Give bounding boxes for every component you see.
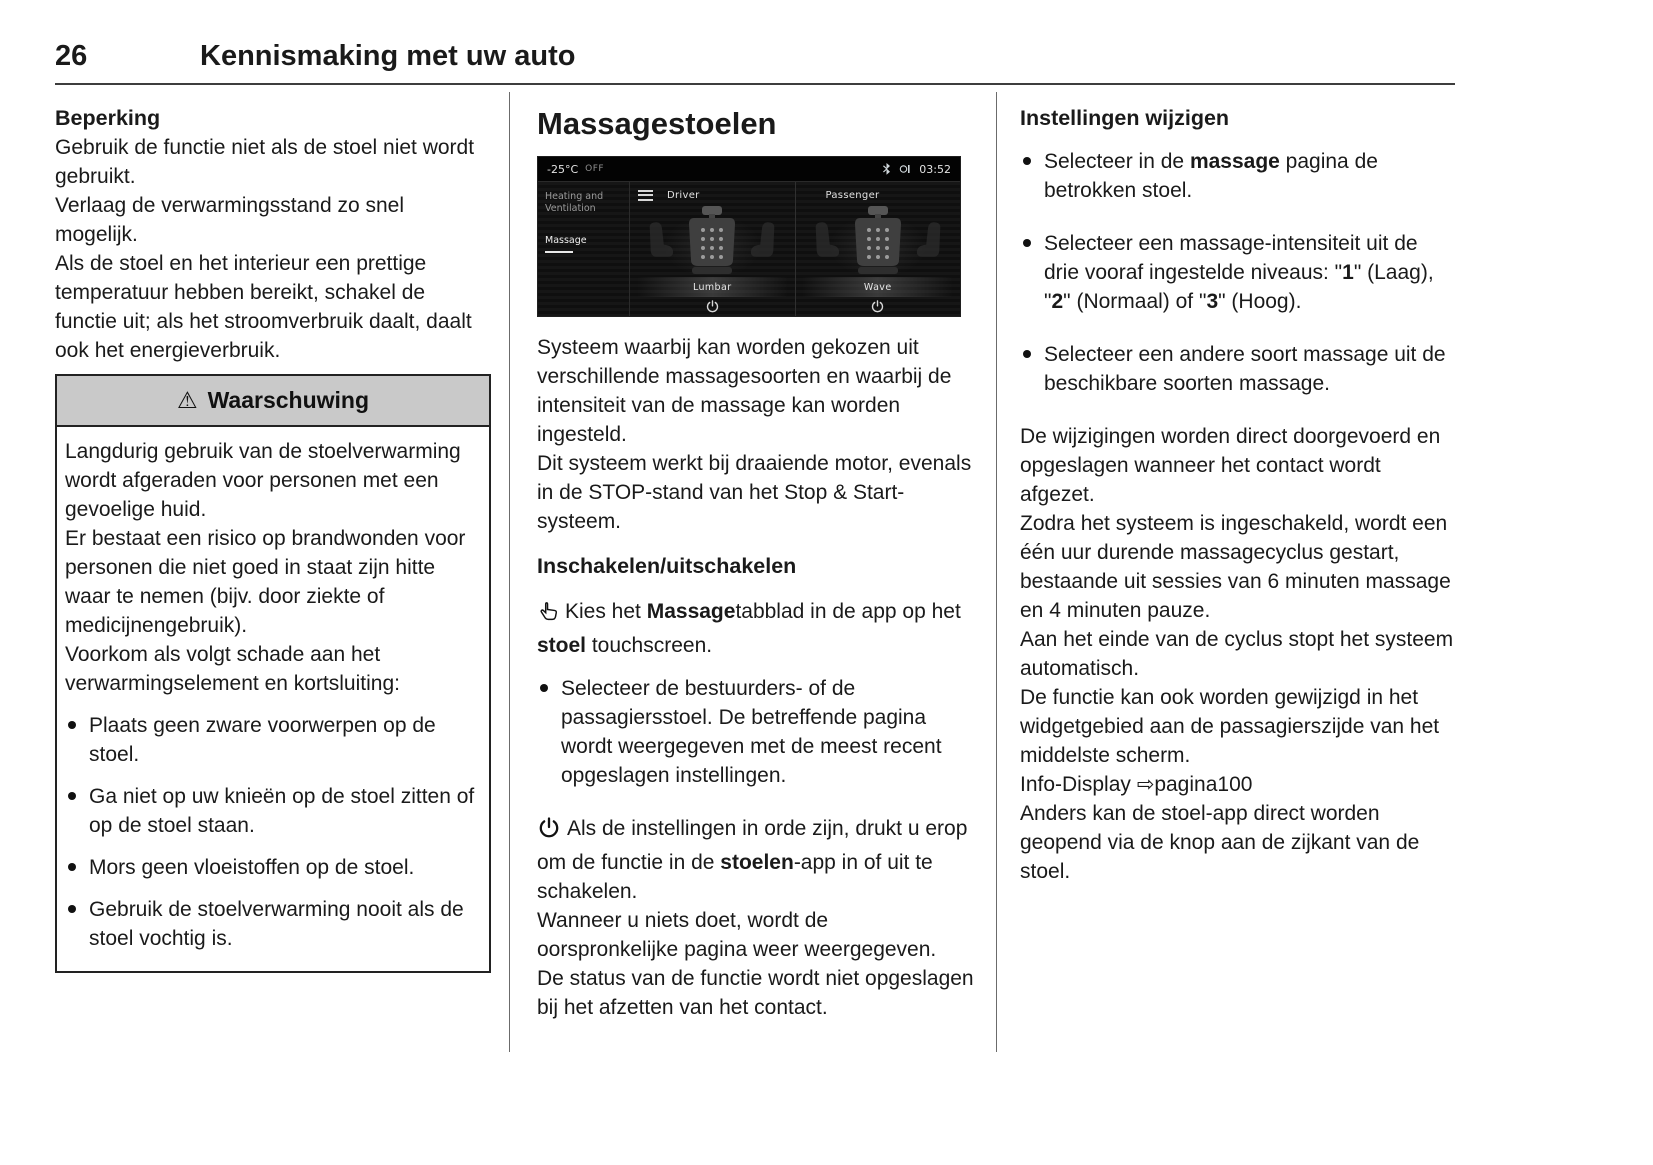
seat-side-view-icon (647, 220, 675, 260)
screen-main-area (630, 182, 960, 316)
paragraph: Verlaag de verwarmingsstand zo snel mogelijk. (55, 194, 405, 246)
nav-item-heating: Heating and Ventilation (545, 191, 604, 214)
passenger-panel-header (796, 182, 961, 202)
paragraph: Als de stoel en het interieur een prettige temperatuur hebben bereikt, schakel de functie uit; als het stroomverbruik daalt, daalt ook het energieverbruik. (55, 252, 472, 362)
driver-massage-mode: Lumbar (637, 277, 788, 297)
column-left (55, 92, 509, 1052)
list-item: Gebruik de stoelverwarming nooit als de stoel vochtig is. (65, 895, 477, 953)
clock: 03:52 (919, 162, 951, 176)
seat-side-view-icon (915, 220, 943, 260)
content-columns (55, 92, 1455, 1052)
passenger-power-row (870, 297, 885, 316)
power-icon (870, 299, 885, 314)
seat-side-view-icon (813, 220, 841, 260)
bullet-dot (68, 863, 76, 871)
bullet-dot (68, 792, 76, 800)
paragraph: Anders kan de stoel-app direct worden geopend via de knop aan de zijkant van de stoel. (1020, 802, 1420, 883)
paragraph: De functie kan ook worden gewijzigd in het widgetgebied aan de passagierszijde van het middelste scherm. (1020, 686, 1440, 767)
list-item: Selecteer de bestuurders- of de passagiersstoel. De betreffende pagina wordt weergegeven met de meest recent opgeslagen instellingen. (537, 674, 974, 790)
hamburger-menu-icon (638, 187, 653, 203)
paragraph: Zodra het systeem is ingeschakeld, wordt een één uur durende massagecyclus gestart, bestaande uit sessies van 6 minuten massage en 4 minuten pauze. (1020, 512, 1451, 622)
cross-reference-arrow-icon: ⇨ (1136, 772, 1155, 796)
paragraph: Er bestaat een risico op brandwonden voor personen die niet goed in staat zijn hitte waar te nemen (bijv. door ziekte of medicijnengebruik). (65, 527, 466, 637)
driver-seat-panel (630, 182, 795, 316)
screen-body (538, 181, 960, 316)
list-item: Mors geen vloeistoffen op de stoel. (65, 853, 477, 882)
driver-seat-graphics (647, 203, 777, 277)
passenger-seat-graphics (813, 203, 943, 277)
passenger-label: Passenger (825, 189, 880, 201)
bluetooth-icon (882, 162, 892, 176)
paragraph: Dit systeem werkt bij draaiende motor, evenals in de STOP-stand van het Stop & Start-systeem. (537, 452, 972, 533)
bullet-dot (540, 684, 548, 692)
section-heading-instellingen: Instellingen wijzigen (1020, 106, 1230, 130)
status-right (882, 162, 951, 176)
paragraph: Systeem waarbij kan worden gekozen uit verschillende massagesoorten en waarbij de intensiteit van de massage kan worden ingesteld. (537, 336, 952, 446)
status-left (547, 163, 604, 176)
warning-box (55, 374, 491, 973)
paragraph: De wijzigingen worden direct doorgevoerd en opgeslagen wanneer het contact wordt afgezet. (1020, 425, 1441, 506)
outside-temperature: -25°C (547, 162, 579, 176)
page-number: 26 (55, 40, 88, 72)
bullet-dot (1023, 350, 1031, 358)
seat-side-view-icon (749, 220, 777, 260)
paragraph: Voorkom als volgt schade aan het verwarmingselement en kortsluiting: (65, 643, 400, 695)
list-item: Selecteer een massage-intensiteit uit de drie vooraf ingestelde niveaus: "1" (Laag), "2" (Normaal) of "3" (Hoog). (1020, 229, 1455, 316)
bullet-dot (1023, 157, 1031, 165)
climate-off-label: OFF (585, 164, 605, 174)
section-heading-beperking: Beperking (55, 106, 161, 130)
list-item: Selecteer in de massage pagina de betrokken stoel. (1020, 147, 1455, 205)
nav-item-massage: Massage (545, 235, 622, 253)
driver-panel-header (630, 182, 795, 202)
passenger-seat-panel (795, 182, 961, 316)
signal-icon (899, 163, 912, 175)
screen-sidebar (538, 182, 630, 316)
column-middle (510, 92, 996, 1052)
bullet-dot (1023, 239, 1031, 247)
warning-title-label: Waarschuwing (207, 387, 370, 413)
power-icon (537, 816, 561, 848)
power-toggle-instruction: Als de instellingen in orde zijn, drukt u erop om de functie in de stoelen-app in of uit te schakelen. (537, 817, 968, 903)
select-tab-instruction: Kies het Massagetabblad in de app op het stoel touchscreen. (537, 600, 961, 657)
passenger-massage-mode: Wave (802, 277, 953, 297)
warning-triangle-icon: ⚠ (176, 388, 198, 414)
seat-front-view-icon (852, 206, 904, 274)
section-heading-inschakelen: Inschakelen/uitschakelen (537, 554, 797, 578)
touch-select-icon (537, 601, 559, 631)
bullet-dot (68, 721, 76, 729)
info-display-reference: Info-Display ⇨pagina100 (1020, 772, 1253, 796)
driver-label: Driver (667, 189, 700, 201)
driver-power-row (705, 297, 720, 316)
paragraph: De status van de functie wordt niet opgeslagen bij het afzetten van het contact. (537, 967, 974, 1019)
list-item: Plaats geen zware voorwerpen op de stoel. (65, 711, 477, 769)
infotainment-screenshot (537, 156, 961, 317)
warning-box-title (57, 376, 489, 427)
list-item: Selecteer een andere soort massage uit de beschikbare soorten massage. (1020, 340, 1455, 398)
list-item: Ga niet op uw knieën op de stoel zitten of op de stoel staan. (65, 782, 477, 840)
page-header (55, 40, 1455, 85)
paragraph: Aan het einde van de cyclus stopt het systeem automatisch. (1020, 628, 1454, 680)
chapter-title: Kennismaking met uw auto (200, 40, 576, 72)
paragraph: Gebruik de functie niet als de stoel niet wordt gebruikt. (55, 136, 475, 188)
column-right (997, 92, 1455, 1052)
section-heading-massagestoelen: Massagestoelen (537, 106, 777, 141)
warning-box-body (57, 427, 489, 971)
screen-status-bar (538, 157, 960, 181)
paragraph: Wanneer u niets doet, wordt de oorspronkelijke pagina weer weergegeven. (537, 909, 937, 961)
seat-front-view-icon (686, 206, 738, 274)
bullet-dot (68, 905, 76, 913)
power-icon (705, 299, 720, 314)
paragraph: Langdurig gebruik van de stoelverwarming wordt afgeraden voor personen met een gevoelige huid. (65, 440, 461, 521)
